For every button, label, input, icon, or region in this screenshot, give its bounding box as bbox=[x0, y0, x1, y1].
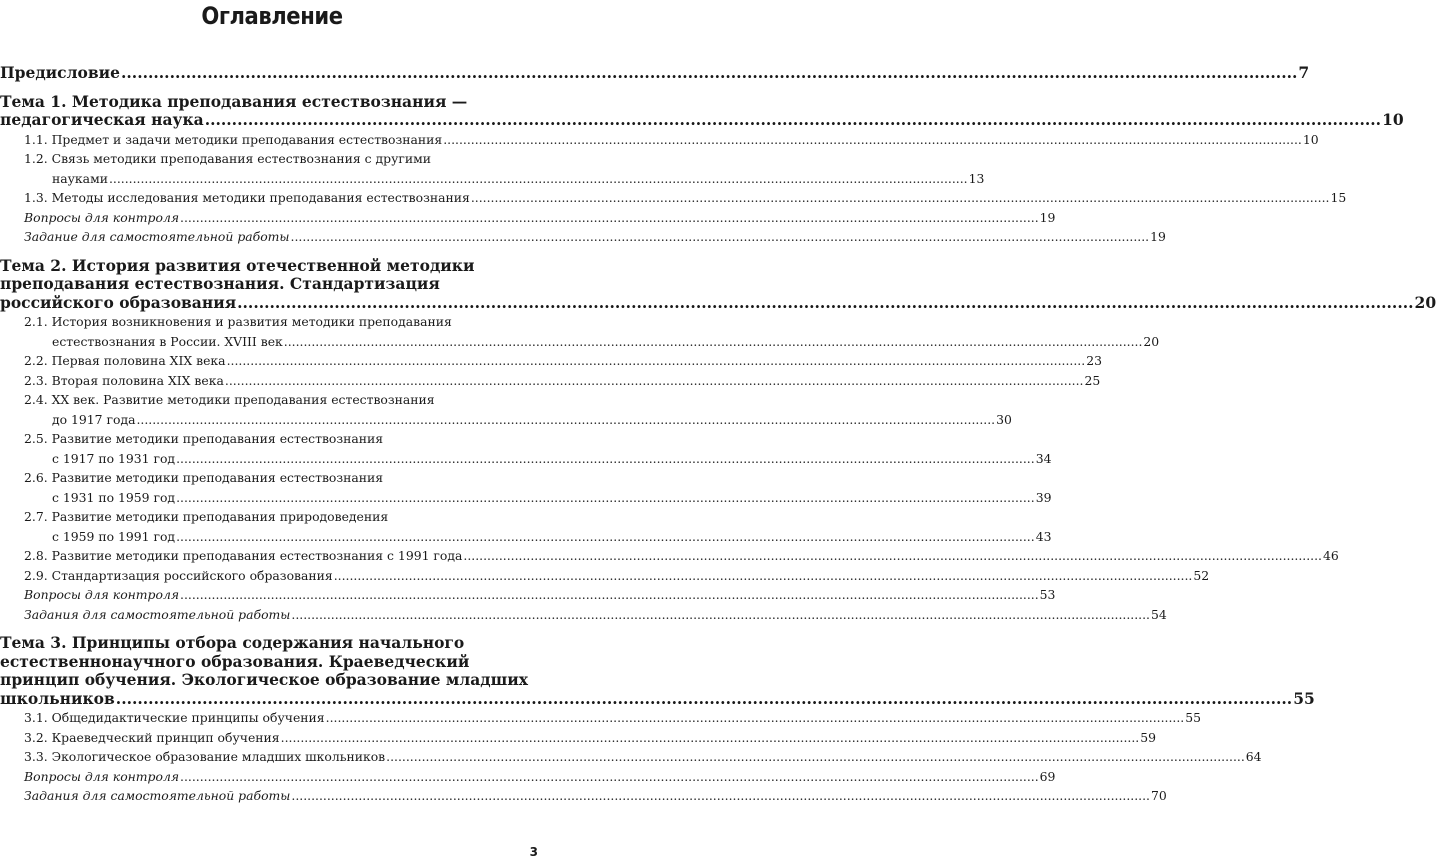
toc-entry-section bbox=[0, 566, 1210, 586]
toc-line bbox=[0, 605, 1167, 625]
toc-entry-title: 2.7. Развитие методики преподавания природоведения bbox=[24, 509, 389, 524]
toc-line bbox=[0, 488, 1052, 508]
toc-line bbox=[0, 634, 544, 653]
toc-line bbox=[0, 292, 1436, 313]
dot-leader: .......................................................................................................................................................................................................................... bbox=[226, 353, 1086, 368]
toc-page-number: 7 bbox=[1298, 63, 1310, 82]
dot-leader: .......................................................................................................................................................................................................................... bbox=[204, 110, 1382, 129]
toc-entry-section bbox=[0, 130, 1319, 150]
toc-entry-extra bbox=[0, 585, 1056, 605]
toc-entry-extra bbox=[0, 605, 1167, 625]
dot-leader: .......................................................................................................................................................................................................................... bbox=[115, 688, 1293, 708]
toc-entry-section bbox=[0, 507, 1052, 546]
toc-line bbox=[0, 130, 1319, 150]
dot-leader: .......................................................................................................................................................................................................................... bbox=[237, 292, 1414, 312]
toc-entry-title: принцип обучения. Экологическое образование младших bbox=[0, 670, 529, 689]
toc-entry-extra bbox=[0, 767, 1056, 787]
toc-line bbox=[0, 671, 544, 690]
toc-line bbox=[0, 786, 1167, 806]
toc-line bbox=[0, 566, 1210, 586]
toc-line bbox=[0, 546, 1339, 566]
toc-entry-title: Задание для самостоятельной работы bbox=[24, 229, 290, 244]
toc-page-number: 30 bbox=[996, 411, 1012, 427]
toc-line bbox=[0, 767, 1056, 787]
toc-entry-title: Тема 1. Методика преподавания естествознания — bbox=[0, 91, 468, 111]
dot-leader: .......................................................................................................................................................................................................................... bbox=[176, 489, 1035, 505]
toc-page-number: 20 bbox=[1143, 333, 1160, 349]
toc-page-number: 34 bbox=[1035, 450, 1052, 466]
toc-line bbox=[0, 653, 544, 672]
toc-line bbox=[0, 449, 1052, 469]
toc-line bbox=[0, 351, 1102, 371]
toc-page-number: 15 bbox=[1330, 190, 1347, 205]
toc-entry-title: естественнонаучного образования. Краеведческий bbox=[0, 651, 470, 671]
toc-entry-preface bbox=[0, 63, 1310, 83]
toc-line bbox=[0, 708, 1202, 728]
toc-entry-title: с 1931 по 1959 год bbox=[52, 489, 176, 505]
toc-entry-section bbox=[0, 149, 985, 188]
toc-page-number: 55 bbox=[1293, 688, 1315, 708]
toc-entry-title: 1.3. Методы исследования методики преподавания естествознания bbox=[24, 190, 470, 205]
dot-leader: .......................................................................................................................................................................................................................... bbox=[291, 788, 1150, 803]
toc-line bbox=[0, 507, 544, 527]
toc-entry-section bbox=[0, 390, 1012, 429]
toc-page-number: 23 bbox=[1086, 353, 1102, 368]
toc-line bbox=[0, 371, 1101, 391]
toc-line bbox=[0, 332, 1160, 352]
dot-leader: .......................................................................................................................................................................................................................... bbox=[180, 209, 1039, 225]
toc-entry-title: 2.2. Первая половина XIX века bbox=[24, 353, 226, 368]
toc-entry-extra bbox=[0, 227, 1166, 247]
dot-leader: .......................................................................................................................................................................................................................... bbox=[180, 587, 1039, 602]
dot-leader: .......................................................................................................................................................................................................................... bbox=[291, 606, 1150, 622]
toc-line bbox=[0, 527, 1052, 547]
toc-line bbox=[0, 110, 1404, 130]
toc-entry-title: до 1917 года bbox=[52, 411, 136, 427]
dot-leader: .......................................................................................................................................................................................................................... bbox=[325, 710, 1185, 725]
toc-page-number: 70 bbox=[1151, 788, 1167, 803]
toc-line bbox=[0, 63, 1310, 83]
toc-line bbox=[0, 208, 1056, 228]
dot-leader: .......................................................................................................................................................................................................................... bbox=[176, 450, 1035, 466]
toc-line bbox=[0, 390, 544, 410]
dot-leader: .......................................................................................................................................................................................................................... bbox=[290, 229, 1150, 244]
toc-page-number: 64 bbox=[1245, 749, 1262, 764]
toc-entry-title: Тема 3. Принципы отбора содержания начального bbox=[0, 633, 465, 652]
toc-line bbox=[0, 468, 544, 488]
toc-entry-title: Задания для самостоятельной работы bbox=[24, 788, 291, 803]
toc-line bbox=[0, 93, 544, 112]
toc-page-number: 20 bbox=[1414, 292, 1436, 312]
toc-entry-title: Вопросы для контроля bbox=[24, 768, 180, 784]
toc-entry-title: 1.1. Предмет и задачи методики преподавания естествознания bbox=[24, 131, 443, 147]
toc-entry-title: науками bbox=[52, 170, 108, 186]
toc-page-number: 55 bbox=[1185, 710, 1202, 725]
toc-entry-section bbox=[0, 429, 1052, 468]
toc-entry-chapter bbox=[0, 255, 1436, 313]
toc-entry-section bbox=[0, 728, 1157, 748]
toc-entry-section bbox=[0, 747, 1262, 767]
dot-leader: .......................................................................................................................................................................................................................... bbox=[386, 749, 1245, 764]
toc-entry-chapter bbox=[0, 633, 1315, 708]
dot-leader: .......................................................................................................................................................................................................................... bbox=[443, 131, 1302, 147]
toc-entry-title: 3.1. Общедидактические принципы обучения bbox=[24, 710, 325, 725]
toc-entry-title: 2.1. История возникновения и развития методики преподавания bbox=[24, 314, 452, 329]
dot-leader: .......................................................................................................................................................................................................................... bbox=[121, 63, 1298, 82]
toc-entry-extra bbox=[0, 786, 1167, 806]
dot-leader: .......................................................................................................................................................................................................................... bbox=[283, 333, 1143, 349]
toc-page-number: 19 bbox=[1039, 209, 1056, 225]
dot-leader: .......................................................................................................................................................................................................................... bbox=[108, 170, 968, 186]
toc-entry-title: 2.8. Развитие методики преподавания естествознания с 1991 года bbox=[24, 548, 463, 563]
toc-entry-section bbox=[0, 351, 1102, 371]
toc-line bbox=[0, 728, 1157, 748]
toc-page-number: 52 bbox=[1193, 567, 1210, 583]
page-title: Оглавление bbox=[201, 2, 343, 30]
dot-leader: .......................................................................................................................................................................................................................... bbox=[176, 528, 1035, 544]
dot-leader: .......................................................................................................................................................................................................................... bbox=[224, 372, 1084, 388]
toc-entry-title: российского образования bbox=[0, 292, 237, 312]
toc-page-number: 10 bbox=[1302, 131, 1319, 147]
toc-page-number: 10 bbox=[1382, 110, 1404, 129]
toc-line bbox=[0, 227, 1166, 247]
toc-entry-section bbox=[0, 708, 1202, 728]
toc-page-number: 46 bbox=[1323, 548, 1339, 563]
toc-entry-title: 2.9. Стандартизация российского образования bbox=[24, 567, 333, 583]
toc-entry-section bbox=[0, 312, 1160, 351]
toc-page-number: 19 bbox=[1150, 229, 1166, 244]
toc-page-number: 25 bbox=[1084, 372, 1101, 388]
toc-entry-title: 2.5. Развитие методики преподавания естествознания bbox=[24, 431, 384, 446]
toc-line bbox=[0, 149, 544, 169]
page-number: 3 bbox=[529, 845, 538, 859]
toc-line bbox=[0, 585, 1056, 605]
dot-leader: .......................................................................................................................................................................................................................... bbox=[470, 190, 1330, 205]
toc-page-number: 53 bbox=[1039, 587, 1056, 602]
toc-entry-title: Вопросы для контроля bbox=[24, 209, 180, 225]
toc-entry-title: с 1959 по 1991 год bbox=[52, 528, 176, 544]
dot-leader: .......................................................................................................................................................................................................................... bbox=[280, 729, 1140, 745]
dot-leader: .......................................................................................................................................................................................................................... bbox=[136, 411, 996, 427]
toc-line bbox=[0, 275, 544, 294]
toc-entry-chapter bbox=[0, 91, 1404, 130]
dot-leader: .......................................................................................................................................................................................................................... bbox=[333, 567, 1193, 583]
toc-entry-title: 3.3. Экологическое образование младших школьников bbox=[24, 749, 386, 764]
toc-page-number: 69 bbox=[1039, 768, 1056, 784]
toc-line bbox=[0, 257, 544, 276]
toc-entry-section bbox=[0, 546, 1339, 566]
toc-line bbox=[0, 688, 1315, 709]
dot-leader: .......................................................................................................................................................................................................................... bbox=[463, 548, 1322, 563]
toc-entry-extra bbox=[0, 208, 1056, 228]
toc-line bbox=[0, 429, 544, 449]
table-of-contents bbox=[0, 63, 1436, 806]
toc-line bbox=[0, 410, 1012, 430]
toc-page-number: 13 bbox=[968, 170, 985, 186]
toc-line bbox=[0, 188, 1347, 208]
toc-entry-title: 1.2. Связь методики преподавания естествознания с другими bbox=[24, 151, 432, 166]
dot-leader: .......................................................................................................................................................................................................................... bbox=[180, 768, 1039, 784]
toc-entry-title: 2.6. Развитие методики преподавания естествознания bbox=[24, 470, 384, 485]
toc-entry-section bbox=[0, 468, 1052, 507]
toc-entry-title: естествознания в России. XVIII век bbox=[52, 333, 283, 349]
toc-page-number: 43 bbox=[1035, 528, 1052, 544]
toc-entry-section bbox=[0, 188, 1347, 208]
toc-line bbox=[0, 312, 544, 332]
toc-entry-title: преподавания естествознания. Стандартизация bbox=[0, 274, 440, 293]
toc-entry-title: Задания для самостоятельной работы bbox=[24, 606, 291, 622]
toc-line bbox=[0, 169, 985, 189]
toc-entry-title: Тема 2. История развития отечественной методики bbox=[0, 255, 475, 275]
toc-entry-title: 2.3. Вторая половина XIX века bbox=[24, 372, 224, 388]
toc-entry-title: Вопросы для контроля bbox=[24, 587, 180, 602]
toc-entry-section bbox=[0, 371, 1101, 391]
toc-page-number: 54 bbox=[1151, 606, 1167, 622]
toc-entry-title: 2.4. XX век. Развитие методики преподавания естествознания bbox=[24, 392, 435, 407]
toc-page-number: 59 bbox=[1140, 729, 1157, 745]
toc-entry-title: школьников bbox=[0, 688, 115, 708]
toc-entry-title: 3.2. Краеведческий принцип обучения bbox=[24, 729, 280, 745]
toc-entry-title: педагогическая наука bbox=[0, 110, 204, 129]
toc-line bbox=[0, 747, 1262, 767]
toc-entry-title: Предисловие bbox=[0, 63, 120, 82]
toc-page-number: 39 bbox=[1035, 489, 1052, 505]
toc-entry-title: с 1917 по 1931 год bbox=[52, 450, 176, 466]
